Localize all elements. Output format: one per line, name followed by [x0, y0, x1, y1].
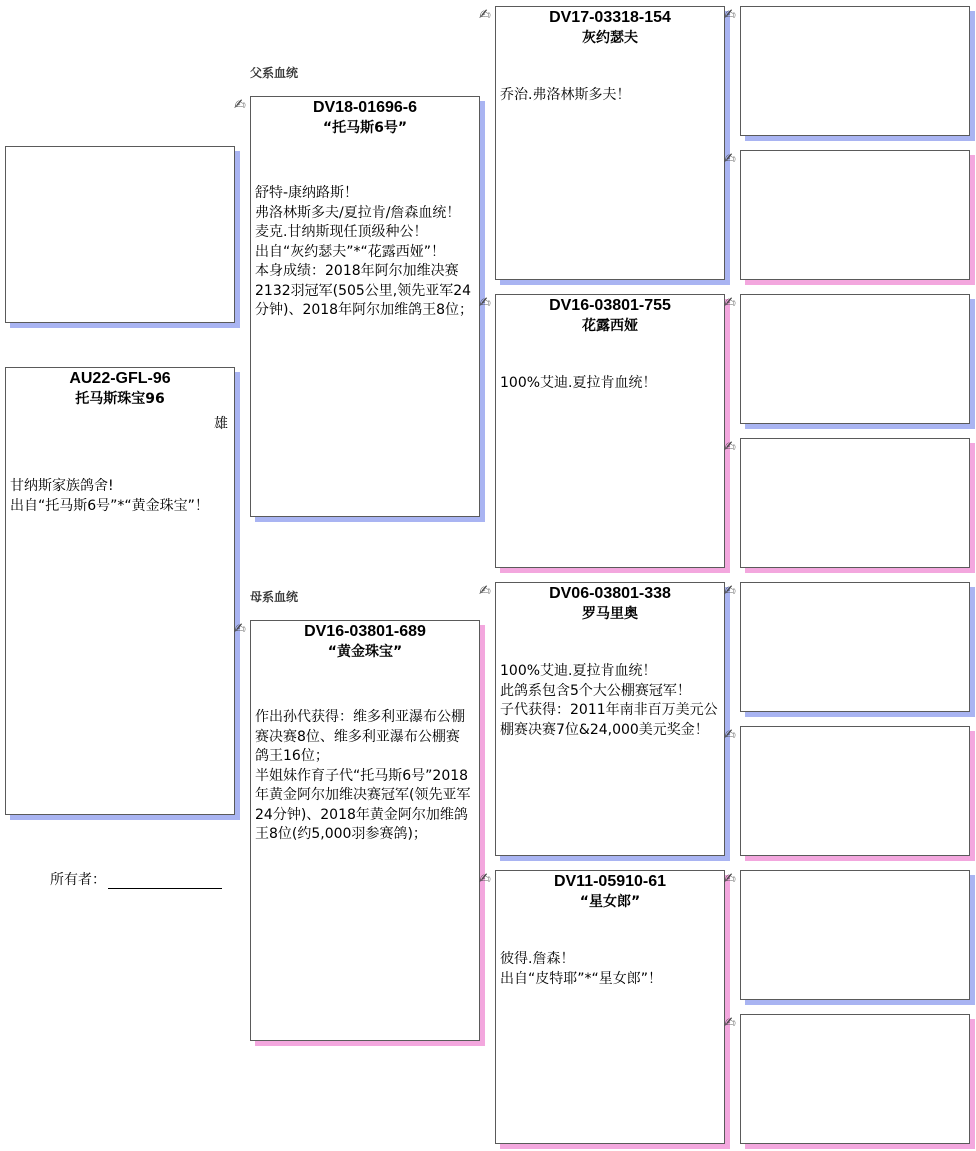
- dam-dam-notes: 彼得.詹森！ 出自“皮特耶”*“星女郎”！: [500, 951, 663, 987]
- sire-section-label: 父系血统: [250, 66, 299, 80]
- dam-name: “黄金珠宝”: [327, 644, 403, 660]
- ring-tag-icon: ✍: [724, 7, 736, 23]
- owner-label: 所有者：: [50, 872, 106, 888]
- sire-box: [250, 96, 480, 517]
- ring-tag-icon: ✍: [479, 7, 491, 23]
- sire-notes: 舒特-康纳路斯！ 弗洛林斯多夫/夏拉肯/詹森血统！ 麦克.甘纳斯现任顶级种公！ 出自“灰约瑟夫”*“花露西娅”！ 本身成绩：2018年阿尔加维决赛2132羽冠军(505公里,领先亚军24分钟)、2018年阿尔加维鸽王8位；: [255, 185, 473, 318]
- great-grandparent-box: [740, 726, 970, 856]
- dam-dam-box: [495, 870, 725, 1144]
- ring-tag-icon: ✍: [724, 727, 736, 743]
- ring-tag-icon: ✍: [724, 583, 736, 599]
- great-grandparent-box: [740, 438, 970, 568]
- sire-sire-notes: 乔治.弗洛林斯多夫！: [500, 87, 631, 103]
- dam-box: [250, 620, 480, 1041]
- sire-dam-box: [495, 294, 725, 568]
- ring-tag-icon: ✍: [724, 871, 736, 887]
- dam-ring: DV16-03801-689: [304, 623, 426, 640]
- dam-sire-notes: 100%艾迪.夏拉肯血统！ 此鸽系包含5个大公棚赛冠军！ 子代获得：2011年南非百万美元公棚赛决赛7位&24,000美元奖金！: [500, 663, 718, 738]
- ring-tag-icon: ✍: [724, 1015, 736, 1031]
- ring-tag-icon: ✍: [724, 295, 736, 311]
- sire-sire-box: [495, 6, 725, 280]
- sire-dam-name: 花露西娅: [582, 318, 638, 334]
- subject-name: 托马斯珠宝96: [75, 391, 165, 407]
- ring-tag-icon: ✍: [724, 151, 736, 167]
- dam-notes: 作出孙代获得：维多利亚瀑布公棚赛决赛8位、维多利亚瀑布公棚赛鸽王16位； 半姐妹作育子代“托马斯6号”2018年黄金阿尔加维决赛冠军(领先亚军24分钟)、2018年黄金阿尔加维鸽王8位(约5,000羽参赛鸽)；: [255, 709, 471, 842]
- ring-tag-icon: ✍: [479, 583, 491, 599]
- dam-sire-ring: DV06-03801-338: [549, 585, 671, 602]
- dam-sire-box: [495, 582, 725, 856]
- sire-dam-notes: 100%艾迪.夏拉肯血统！: [500, 375, 657, 391]
- ring-tag-icon: ✍: [724, 439, 736, 455]
- subject-notes: 甘纳斯家族鸽舍! 出自“托马斯6号”*“黄金珠宝”！: [10, 478, 209, 514]
- subject-sex: 雄: [214, 416, 228, 432]
- photo-box: [5, 146, 235, 323]
- dam-dam-ring: DV11-05910-61: [553, 873, 667, 890]
- ring-tag-icon: ✍: [479, 295, 491, 311]
- sire-sire-ring: DV17-03318-154: [549, 9, 671, 26]
- ring-tag-icon: ✍: [479, 871, 491, 887]
- dam-section-label: 母系血统: [250, 590, 299, 604]
- sire-name: “托马斯6号”: [322, 120, 408, 136]
- great-grandparent-box: [740, 582, 970, 712]
- sire-sire-name: 灰约瑟夫: [582, 30, 638, 46]
- great-grandparent-box: [740, 6, 970, 136]
- great-grandparent-box: [740, 870, 970, 1000]
- subject-ring: AU22-GFL-96: [69, 370, 171, 387]
- great-grandparent-box: [740, 1014, 970, 1144]
- ring-tag-icon: ✍: [234, 621, 246, 637]
- owner-field: [50, 869, 222, 889]
- dam-sire-name: 罗马里奥: [582, 606, 638, 622]
- subject-box: [5, 367, 235, 815]
- great-grandparent-box: [740, 150, 970, 280]
- sire-dam-ring: DV16-03801-755: [549, 297, 671, 314]
- sire-ring: DV18-01696-6: [312, 99, 418, 116]
- great-grandparent-box: [740, 294, 970, 424]
- dam-dam-name: “星女郎”: [579, 894, 641, 910]
- owner-line: [108, 874, 222, 889]
- ring-tag-icon: ✍: [234, 97, 246, 113]
